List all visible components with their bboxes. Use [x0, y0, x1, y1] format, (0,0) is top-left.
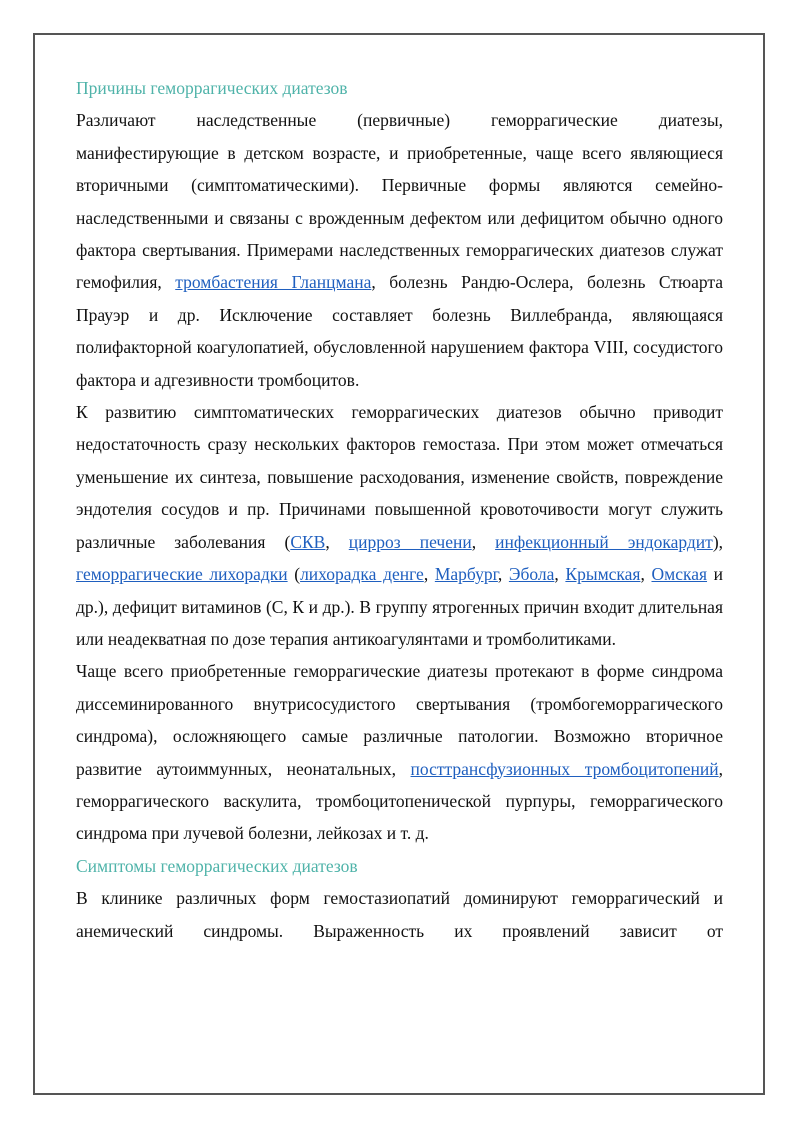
text-run: ,: [471, 531, 496, 552]
text-run: (: [287, 564, 301, 585]
text-run: Различают наследственные (первичные) геморрагические диатезы, манифестирующие в детском возрасте, и приобретенные, чаще всего являющиеся вторичными (симптоматическими). Первичные формы являются семейно-наследственными и связаны с врожденным дефектом или дефицитом обычно одного фактора свертывания. Примерами наследственных геморрагических диатезов служат гемофилия,: [76, 110, 723, 293]
text-run: ,: [423, 564, 435, 585]
text-run: ,: [325, 531, 349, 552]
link-dengue-fever[interactable]: лихорадка денге: [300, 564, 424, 585]
document-body: [76, 72, 723, 947]
link-omsk[interactable]: Омская: [651, 564, 708, 585]
text-run: , геморрагического васкулита, тромбоцитопенической пурпуры, геморрагического синдрома при лучевой болезни, лейкозах и т. д.: [76, 758, 723, 844]
text-run: ,: [497, 564, 509, 585]
link-ebola[interactable]: Эбола: [508, 564, 555, 585]
link-infective-endocarditis[interactable]: инфекционный эндокардит: [495, 531, 713, 552]
link-skv[interactable]: СКВ: [290, 531, 326, 552]
text-run: ,: [554, 564, 566, 585]
text-run: ),: [712, 531, 724, 552]
link-marburg[interactable]: Марбург: [434, 564, 498, 585]
text-run: Чаще всего приобретенные геморрагические диатезы протекают в форме синдрома диссеминированного внутрисосудистого свертывания (тромбогеморрагического синдрома), осложняющего самые различные патологии. Возможно вторичное развитие аутоиммунных, неонатальных,: [76, 661, 723, 779]
heading-causes: Причины геморрагических диатезов: [76, 78, 348, 98]
link-post-transfusion-thrombocytopenia[interactable]: посттрансфузионных тромбоцитопений: [410, 758, 719, 779]
text-run: и др.), дефицит витаминов (С, К и др.). В группу ятрогенных причин входит длительная или неадекватная по дозе терапия антикоагулянтами и тромболитиками.: [76, 564, 724, 649]
link-glanzmann-thrombasthenia[interactable]: тромбастения Гланцмана: [175, 272, 372, 293]
link-liver-cirrhosis[interactable]: цирроз печени: [348, 531, 472, 552]
paragraph-symptomatic: [76, 396, 723, 655]
link-crimean[interactable]: Крымская: [565, 564, 641, 585]
text-run: ,: [640, 564, 652, 585]
paragraph-clinic: В клинике различных форм гемостазиопатий доминируют геморрагический и анемический синдромы. Выраженность их проявлений зависит от: [76, 888, 723, 941]
paragraph-hereditary: [76, 104, 723, 396]
text-run: , болезнь Рандю-Ослера, болезнь Стюарта Прауэр и др. Исключение составляет болезнь Виллебранда, являющаяся полифакторной коагулопатией, обусловленной нарушением фактора VIII, сосудистого фактора и адгезивности тромбоцитов.: [76, 272, 724, 390]
link-hemorrhagic-fevers[interactable]: геморрагические лихорадки: [76, 564, 288, 585]
heading-symptoms: Симптомы геморрагических диатезов: [76, 855, 358, 876]
paragraph-acquired: [76, 655, 723, 849]
text-run: К развитию симптоматических геморрагических диатезов обычно приводит недостаточность сразу нескольких факторов гемостаза. При этом может отмечаться уменьшение их синтеза, повышение расходования, изменение свойств, повреждение эндотелия сосудов и пр. Причинами повышенной кровоточивости могут служить различные заболевания (: [76, 402, 723, 552]
